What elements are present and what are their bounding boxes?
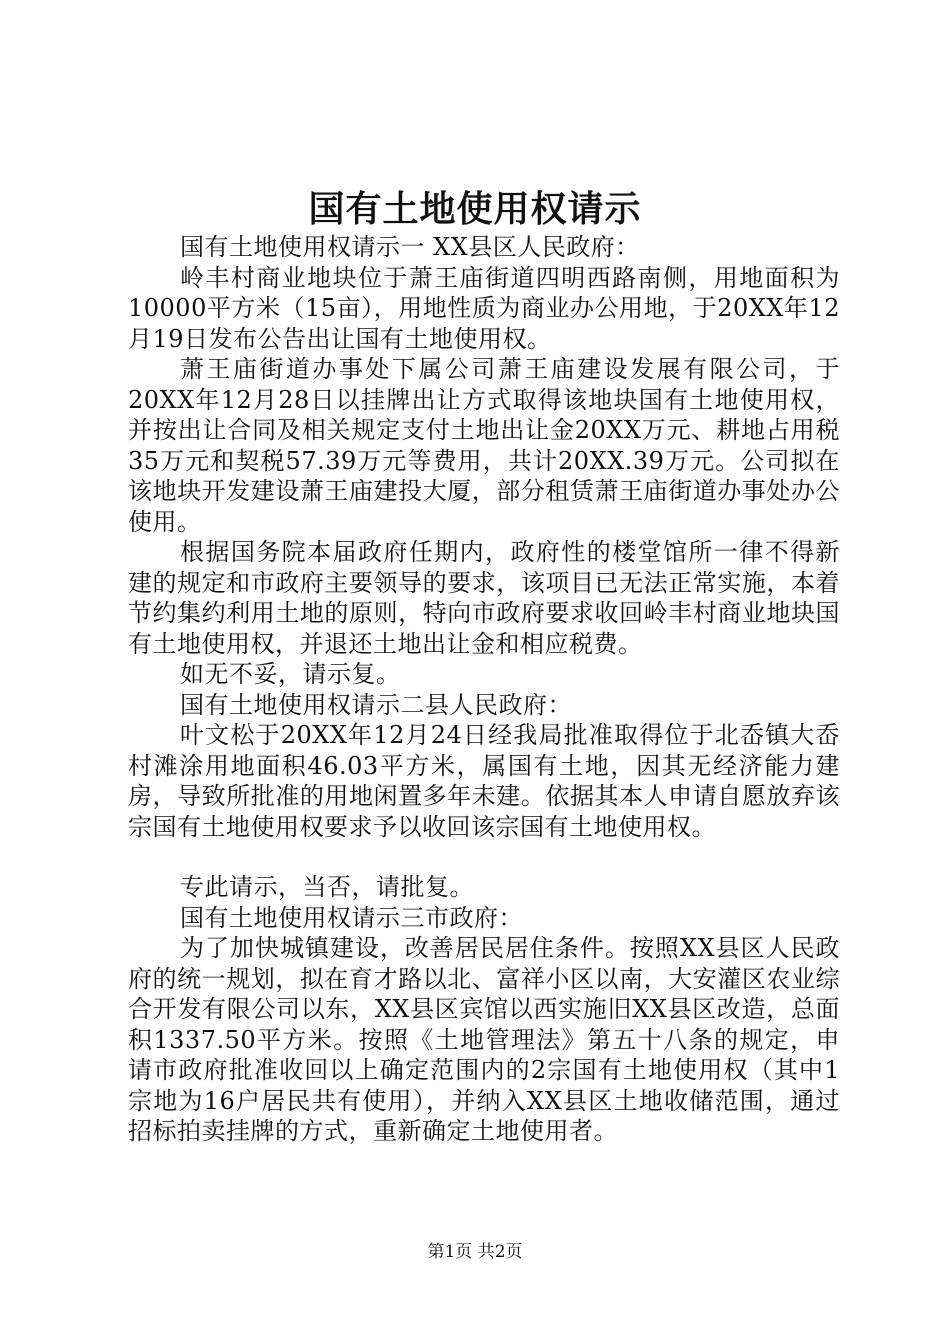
paragraph-2: 岭丰村商业地块位于萧王庙街道四明西路南侧，用地面积为10000平方米（15亩），用地性质为商业办公用地，于20XX年12月19日发布公告出让国有土地使用权。 xyxy=(128,263,840,353)
paragraph-7: 叶文松于20XX年12月24日经我局批准取得位于北岙镇大岙村滩涂用地面积46.03平方米，属国有土地，因其无经济能力建房，导致所批准的用地闲置多年未建。依据其本人申请自愿放弃该宗国有土地使用权要求予以收回该宗国有土地使用权。 xyxy=(128,721,840,841)
paragraph-8: 专此请示，当否，请批复。 xyxy=(180,873,474,901)
paragraph-4: 根据国务院本届政府任期内，政府性的楼堂馆所一律不得新建的规定和市政府主要领导的要求，该项目已无法正常实施，本着节约集约利用土地的原则，特向市政府要求收回岭丰村商业地块国有土地使用权，并退还土地出让金和相应税费。 xyxy=(128,538,840,658)
paragraph-5: 如无不妥，请示复。 xyxy=(180,660,401,688)
page-number: 第1页 共2页 xyxy=(427,1242,523,1262)
paragraph-1-heading: 国有土地使用权请示一 XX县区人民政府： xyxy=(180,233,640,261)
paragraph-6-heading: 国有土地使用权请示二县人民政府： xyxy=(180,690,572,719)
document-body xyxy=(128,232,840,1147)
paragraph-9-heading: 国有土地使用权请示三市政府： xyxy=(180,903,523,932)
paragraph-10: 为了加快城镇建设，改善居民居住条件。按照XX县区人民政府的统一规划，拟在育才路以北、富祥小区以南，大安灌区农业综合开发有限公司以东，XX县区宾馆以西实施旧XX县区改造，总面积1337.50平方米。按照《土地管理法》第五十八条的规定，申请市政府批准收回以上确定范围内的2宗国有土地使用权（其中1宗地为16户居民共有使用），并纳入XX县区土地收储范围，通过招标拍卖挂牌的方式，重新确定土地使用者。 xyxy=(128,934,840,1145)
paragraph-gap xyxy=(128,842,840,872)
paragraph-3: 萧王庙街道办事处下属公司萧王庙建设发展有限公司，于20XX年12月28日以挂牌出让方式取得该地块国有土地使用权，并按出让合同及相关规定支付土地出让金20XX万元、耕地占用税35万元和契税57.39万元等费用，共计20XX.39万元。公司拟在该地块开发建设萧王庙建投大厦，部分租赁萧王庙街道办事处办公使用。 xyxy=(128,355,840,536)
document-title: 国有土地使用权请示 xyxy=(308,188,642,230)
